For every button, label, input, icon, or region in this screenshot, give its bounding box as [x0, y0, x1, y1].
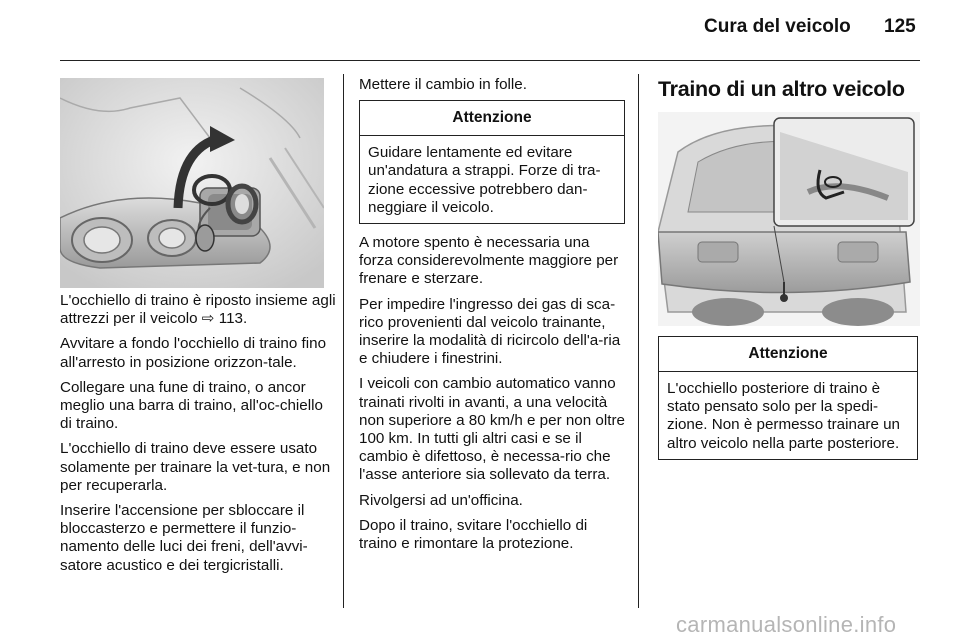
column-2	[359, 76, 625, 560]
column-divider-1	[343, 74, 344, 608]
paragraph: Avvitare a fondo l'occhiello di traino fino all'arresto in posizione orizzon-tale.	[60, 335, 327, 371]
warning-title: Attenzione	[360, 101, 624, 136]
rear-tow-eye-illustration	[658, 112, 920, 326]
paragraph: Dopo il traino, svitare l'occhiello di traino e rimontare la protezione.	[359, 516, 588, 553]
warning-text: Guidare lentamente ed evitare un'andatura a strappi. Forze di tra-zione eccessive potrebbero dan-neggiare il veicolo.	[368, 144, 601, 216]
warning-text: L'occhiello posteriore di traino è stato pensato solo per la spedi-zione. Non è permesso trainare un altro veicolo nella parte posteriore.	[667, 380, 901, 452]
paragraph: Rivolgersi ad un'officina.	[359, 491, 523, 509]
paragraph: Collegare una fune di traino, o ancor meglio una barra di traino, all'oc-chiello di traino.	[60, 378, 323, 433]
watermark: carmanualsonline.info	[676, 612, 897, 637]
column-3-warning-wrap	[658, 336, 918, 460]
running-header-title: Cura del veicolo	[704, 16, 851, 37]
page-number: 125	[884, 16, 916, 37]
section-title: Traino di un altro veicolo	[658, 77, 905, 101]
paragraph: Per impedire l'ingresso dei gas di sca-rico provenienti dal veicolo trainante, inserire la modalità di ricircolo dell'a-ria e chiudere i finestrini.	[359, 295, 621, 368]
paragraph: Inserire l'accensione per sbloccare il bloccasterzo e permettere il funzio-namento delle luci dei freni, dell'avvi-satore acustico e dei tergicristalli.	[60, 502, 308, 574]
tow-eye-front-illustration	[60, 78, 324, 288]
column-divider-2	[638, 74, 639, 608]
column-1	[60, 292, 336, 582]
header-rule	[60, 60, 920, 61]
warning-box	[359, 100, 625, 224]
paragraph: A motore spento è necessaria una forza considerevolmente maggiore per frenare e sterzare.	[359, 234, 619, 288]
warning-title: Attenzione	[659, 337, 917, 372]
paragraph: Mettere il cambio in folle.	[359, 76, 527, 93]
warning-box	[658, 336, 918, 460]
paragraph: I veicoli con cambio automatico vanno trainati rivolti in avanti, a una velocità non superiore a 80 km/h e per non oltre 100 km. In tutti gli altri casi e se il cambio è difettoso, è necessa-rio che l'asse anteriore sia sollevato da terra.	[359, 375, 625, 484]
column-3	[658, 76, 920, 112]
paragraph: L'occhiello di traino è riposto insieme agli attrezzi per il veicolo ⇨ 113.	[60, 292, 336, 328]
paragraph: L'occhiello di traino deve essere usato solamente per trainare la vet-tura, e non per recuperarla.	[60, 440, 331, 494]
